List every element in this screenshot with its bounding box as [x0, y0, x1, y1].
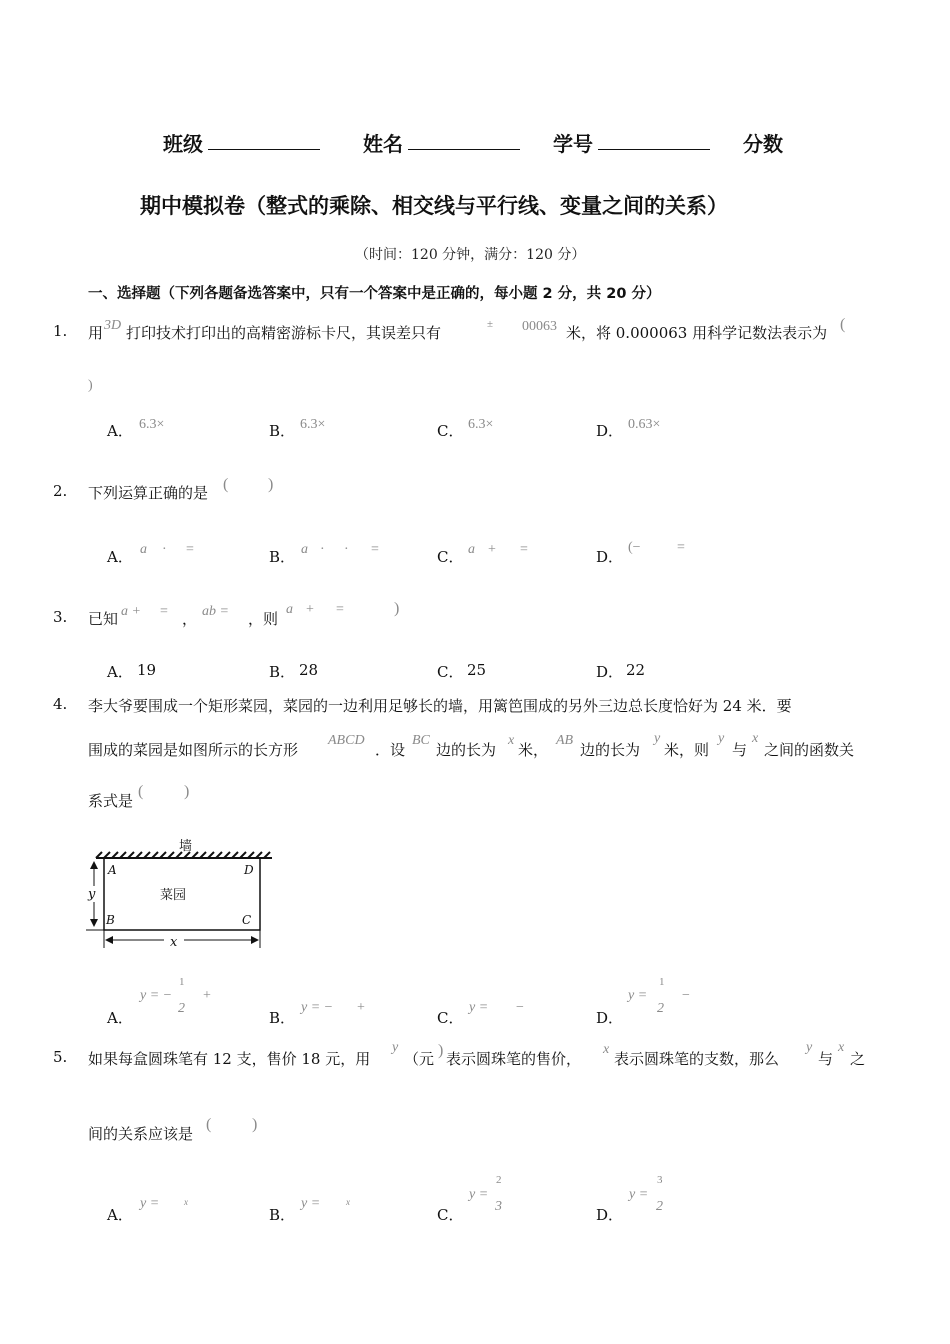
option-d-tail: − [682, 988, 690, 1003]
option-b-tail: x [346, 1197, 350, 1207]
question-text: 边的长为 [436, 741, 497, 759]
math-3d: 3D [104, 318, 122, 333]
id-blank[interactable] [598, 133, 710, 150]
option-a-math: = [186, 542, 194, 557]
option-a-label[interactable]: A． [107, 548, 133, 566]
question-text: 打印技术打印出的高精密游标卡尺，其误差只有 [126, 324, 442, 342]
option-b-label[interactable]: B． [269, 422, 296, 440]
option-d-label[interactable]: D． [596, 422, 624, 440]
option-b-value: 28 [299, 661, 319, 679]
option-c-value: 25 [467, 661, 487, 679]
option-a-label[interactable]: A． [107, 663, 133, 681]
option-d-math: = [677, 540, 685, 555]
page-title: 期中模拟卷（整式的乘除、相交线与平行线、变量之间的关系） [140, 194, 728, 218]
option-b-math: · [344, 542, 349, 557]
question-text: 之 [850, 1050, 866, 1068]
vertex-b: B [106, 913, 115, 927]
math-var: BC [412, 733, 430, 748]
question-text: 与 [732, 741, 748, 759]
option-a-frac-bot: 2 [178, 1001, 185, 1016]
math-var: y [392, 1040, 399, 1055]
question-text: 之间的函数关 [764, 741, 855, 759]
answer-paren-close: ) [88, 378, 93, 393]
option-b-label[interactable]: B． [269, 663, 296, 681]
option-c-frac-top: 2 [496, 1174, 502, 1186]
option-a-tail: x [184, 1197, 188, 1207]
x-label: x [170, 935, 178, 950]
option-a-math: · [162, 542, 167, 557]
score-label: 分数 [743, 132, 783, 156]
answer-paren-close: ) [268, 476, 274, 493]
math-var: y [806, 1040, 813, 1055]
option-a-label[interactable]: A． [107, 1206, 133, 1224]
class-label: 班级 [163, 132, 203, 156]
option-d-frac-bot: 2 [657, 1001, 664, 1016]
option-c-math: + [488, 542, 496, 557]
question-text: ．设 [375, 741, 406, 759]
option-b-tail: + [357, 1000, 365, 1015]
option-a-value: 19 [137, 661, 157, 679]
option-b-math: y = [301, 1196, 321, 1211]
name-blank[interactable] [408, 133, 520, 150]
question-text: 表示圆珠笔的支数，那么 [614, 1050, 780, 1068]
option-c-label[interactable]: C． [437, 1206, 464, 1224]
option-c-math: a [468, 542, 475, 557]
option-b-math: · [320, 542, 325, 557]
vertex-a: A [108, 863, 117, 877]
option-c-label[interactable]: C． [437, 422, 464, 440]
math-expr: + [306, 602, 314, 617]
answer-paren-open: ( [840, 316, 846, 333]
question-text: ，则 [248, 610, 279, 628]
option-d-label[interactable]: D． [596, 548, 624, 566]
question-text: 米， [518, 741, 549, 759]
math-paren: ) [438, 1042, 444, 1059]
option-d-frac-top: 3 [657, 1174, 663, 1186]
option-d-value: 22 [626, 661, 646, 679]
answer-paren-close: ) [252, 1116, 258, 1133]
option-b-label[interactable]: B． [269, 548, 296, 566]
math-var: x [603, 1042, 610, 1057]
math-expr: = [336, 602, 344, 617]
option-d-math: (− [628, 540, 641, 555]
vertex-c: C [242, 913, 252, 927]
question-text: （元 [404, 1050, 435, 1068]
math-expr: = [160, 604, 168, 619]
question-number: 3. [53, 608, 68, 626]
option-a-math: y = − [140, 988, 173, 1003]
option-b-math: a [301, 542, 308, 557]
math-var: x [838, 1040, 845, 1055]
id-label: 学号 [553, 132, 593, 156]
math-expr: a [286, 602, 293, 617]
option-c-math: 6.3× [468, 417, 494, 432]
option-d-math: y = [628, 988, 648, 1003]
option-d-frac-top: 1 [659, 976, 665, 988]
name-label: 姓名 [363, 132, 403, 156]
option-b-math: = [371, 542, 379, 557]
option-c-math: y = [469, 1187, 489, 1202]
option-d-math: 0.63× [628, 417, 661, 432]
option-c-label[interactable]: C． [437, 1009, 464, 1027]
option-c-frac-bot: 3 [495, 1199, 502, 1214]
question-number: 2. [53, 482, 68, 500]
option-a-tail: + [203, 988, 211, 1003]
question-text: 已知 [88, 610, 119, 628]
exam-info: （时间：120 分钟，满分：120 分） [355, 247, 586, 263]
option-c-math: y = [469, 1000, 489, 1015]
option-b-math: y = − [301, 1000, 334, 1015]
question-text: 李大爷要围成一个矩形菜园，菜园的一边利用足够长的墙，用篱笆围成的另外三边总长度恰好为 24 米．要 [88, 697, 792, 715]
option-a-label[interactable]: A． [107, 1009, 133, 1027]
math-expr: a + [121, 604, 141, 619]
math-var: x [508, 733, 515, 748]
class-blank[interactable] [208, 133, 320, 150]
option-b-math: 6.3× [300, 417, 326, 432]
math-var: ABCD [328, 733, 365, 748]
question-text: 如果每盒圆珠笔有 12 支，售价 18 元，用 [88, 1050, 371, 1068]
answer-paren-close: ) [394, 600, 400, 617]
option-a-label[interactable]: A． [107, 422, 133, 440]
math-expr: ab = [202, 604, 229, 619]
math-var: y [718, 731, 725, 746]
wall-label: 墙 [179, 839, 193, 854]
question-text: 米，将 0.000063 用科学记数法表示为 [566, 324, 828, 342]
answer-paren-open: ( [206, 1116, 212, 1133]
option-a-math: y = [140, 1196, 160, 1211]
option-a-math: a [140, 542, 147, 557]
question-number: 5. [53, 1048, 68, 1066]
garden-label: 菜园 [160, 888, 187, 903]
answer-paren-open: ( [223, 476, 229, 493]
option-d-frac-bot: 2 [656, 1199, 663, 1214]
option-d-label[interactable]: D． [596, 1009, 624, 1027]
option-a-math: 6.3× [139, 417, 165, 432]
question-text: 米，则 [664, 741, 710, 759]
section-heading: 一、选择题（下列各题备选答案中，只有一个答案中是正确的，每小题 2 分，共 20 分） [88, 286, 661, 302]
question-text: 间的关系应该是 [88, 1125, 194, 1143]
question-text: 边的长为 [580, 741, 641, 759]
option-d-label[interactable]: D． [596, 663, 624, 681]
option-b-label[interactable]: B． [269, 1206, 296, 1224]
math-var: y [654, 731, 661, 746]
option-a-frac-top: 1 [179, 976, 185, 988]
question-text: 系式是 [88, 792, 134, 810]
vertex-d: D [244, 863, 254, 877]
answer-paren-close: ) [184, 783, 190, 800]
option-d-label[interactable]: D． [596, 1206, 624, 1224]
y-label: y [88, 887, 96, 902]
option-b-label[interactable]: B． [269, 1009, 296, 1027]
option-c-label[interactable]: C． [437, 548, 464, 566]
question-text: 与 [818, 1050, 834, 1068]
math-var: AB [556, 733, 574, 748]
question-text: 下列运算正确的是 [88, 484, 209, 502]
option-c-label[interactable]: C． [437, 663, 464, 681]
question-text: 用 [88, 324, 104, 342]
question-text: 表示圆珠笔的售价， [446, 1050, 582, 1068]
math-pm: ± [487, 318, 494, 330]
math-var: x [752, 731, 759, 746]
garden-figure [84, 836, 274, 952]
question-number: 1. [53, 322, 68, 340]
option-d-math: y = [629, 1187, 649, 1202]
question-text: 围成的菜园是如图所示的长方形 [88, 741, 299, 759]
math-value: 00063 [522, 319, 557, 334]
question-text: ， [182, 610, 198, 628]
answer-paren-open: ( [138, 783, 144, 800]
question-number: 4. [53, 695, 68, 713]
option-c-tail: − [516, 1000, 524, 1015]
option-c-math: = [520, 542, 528, 557]
